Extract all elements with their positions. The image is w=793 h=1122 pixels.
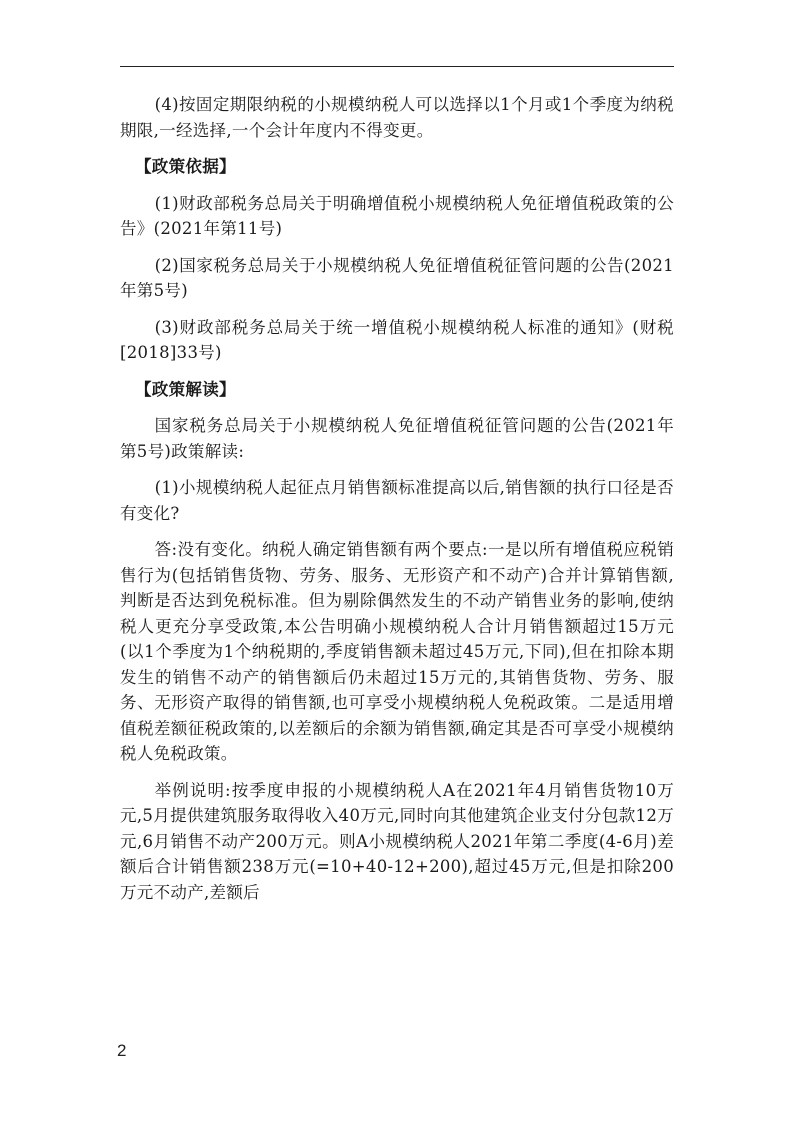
paragraph-basis-3: (3)财政部税务总局关于统一增值税小规模纳税人标准的通知》(财税[2018]33号) xyxy=(120,317,674,362)
heading-policy-interpretation: 【政策解读】 xyxy=(135,379,236,399)
page-number: 2 xyxy=(117,1041,127,1060)
paragraph-question-1: (1)小规模纳税人起征点月销售额标准提高以后,销售额的执行口径是否有变化? xyxy=(120,478,674,523)
paragraph-interpretation-intro: 国家税务总局关于小规模纳税人免征增值税征管问题的公告(2021年第5号)政策解读: xyxy=(120,416,674,461)
heading-policy-basis: 【政策依据】 xyxy=(135,157,236,176)
paragraph-answer-1: 答:没有变化。纳税人确定销售额有两个要点:一是以所有增值税应税销售行为(包括销售货物、劳务、服务、无形资产和不动产)合并计算销售额,判断是否达到免税标准。但为剔除偶然发生的不动产销售业务的影响,使纳税人更充分享受政策,本公告明确小规模纳税人合计月销售额超过15万元(以1个季度为1个纳税期的,季度销售额未超过45万元,下同),但在扣除本期发生的销售不动产的销售额后仍未超过15万元的,其销售货物、劳务、服务、无形资产取得的销售额,也可享受小规模纳税人免税政策。二是适用增值税差额征税政策的,以差额后的余额为销售额,确定其是否可享受小规模纳税人免税政策。 xyxy=(120,540,674,763)
paragraph-basis-1: (1)财政部税务总局关于明确增值税小规模纳税人免征增值税政策的公告》(2021年第11号) xyxy=(120,193,674,238)
paragraph-basis-2: (2)国家税务总局关于小规模纳税人免征增值税征管问题的公告(2021年第5号) xyxy=(120,255,674,300)
paragraph-period-choice: (4)按固定期限纳税的小规模纳税人可以选择以1个月或1个季度为纳税期限,一经选择,一个会计年度内不得变更。 xyxy=(120,95,674,140)
paragraph-example: 举例说明:按季度申报的小规模纳税人A在2021年4月销售货物10万元,5月提供建筑服务取得收入40万元,同时向其他建筑企业支付分包款12万元,6月销售不动产200万元。则A小规模纳税人2021年第二季度(4-6月)差额后合计销售额238万元(=10+40-12+200),超过45万元,但是扣除200万元不动产,差额后 xyxy=(120,780,674,902)
header-rule xyxy=(120,66,674,67)
document-body xyxy=(120,92,674,916)
